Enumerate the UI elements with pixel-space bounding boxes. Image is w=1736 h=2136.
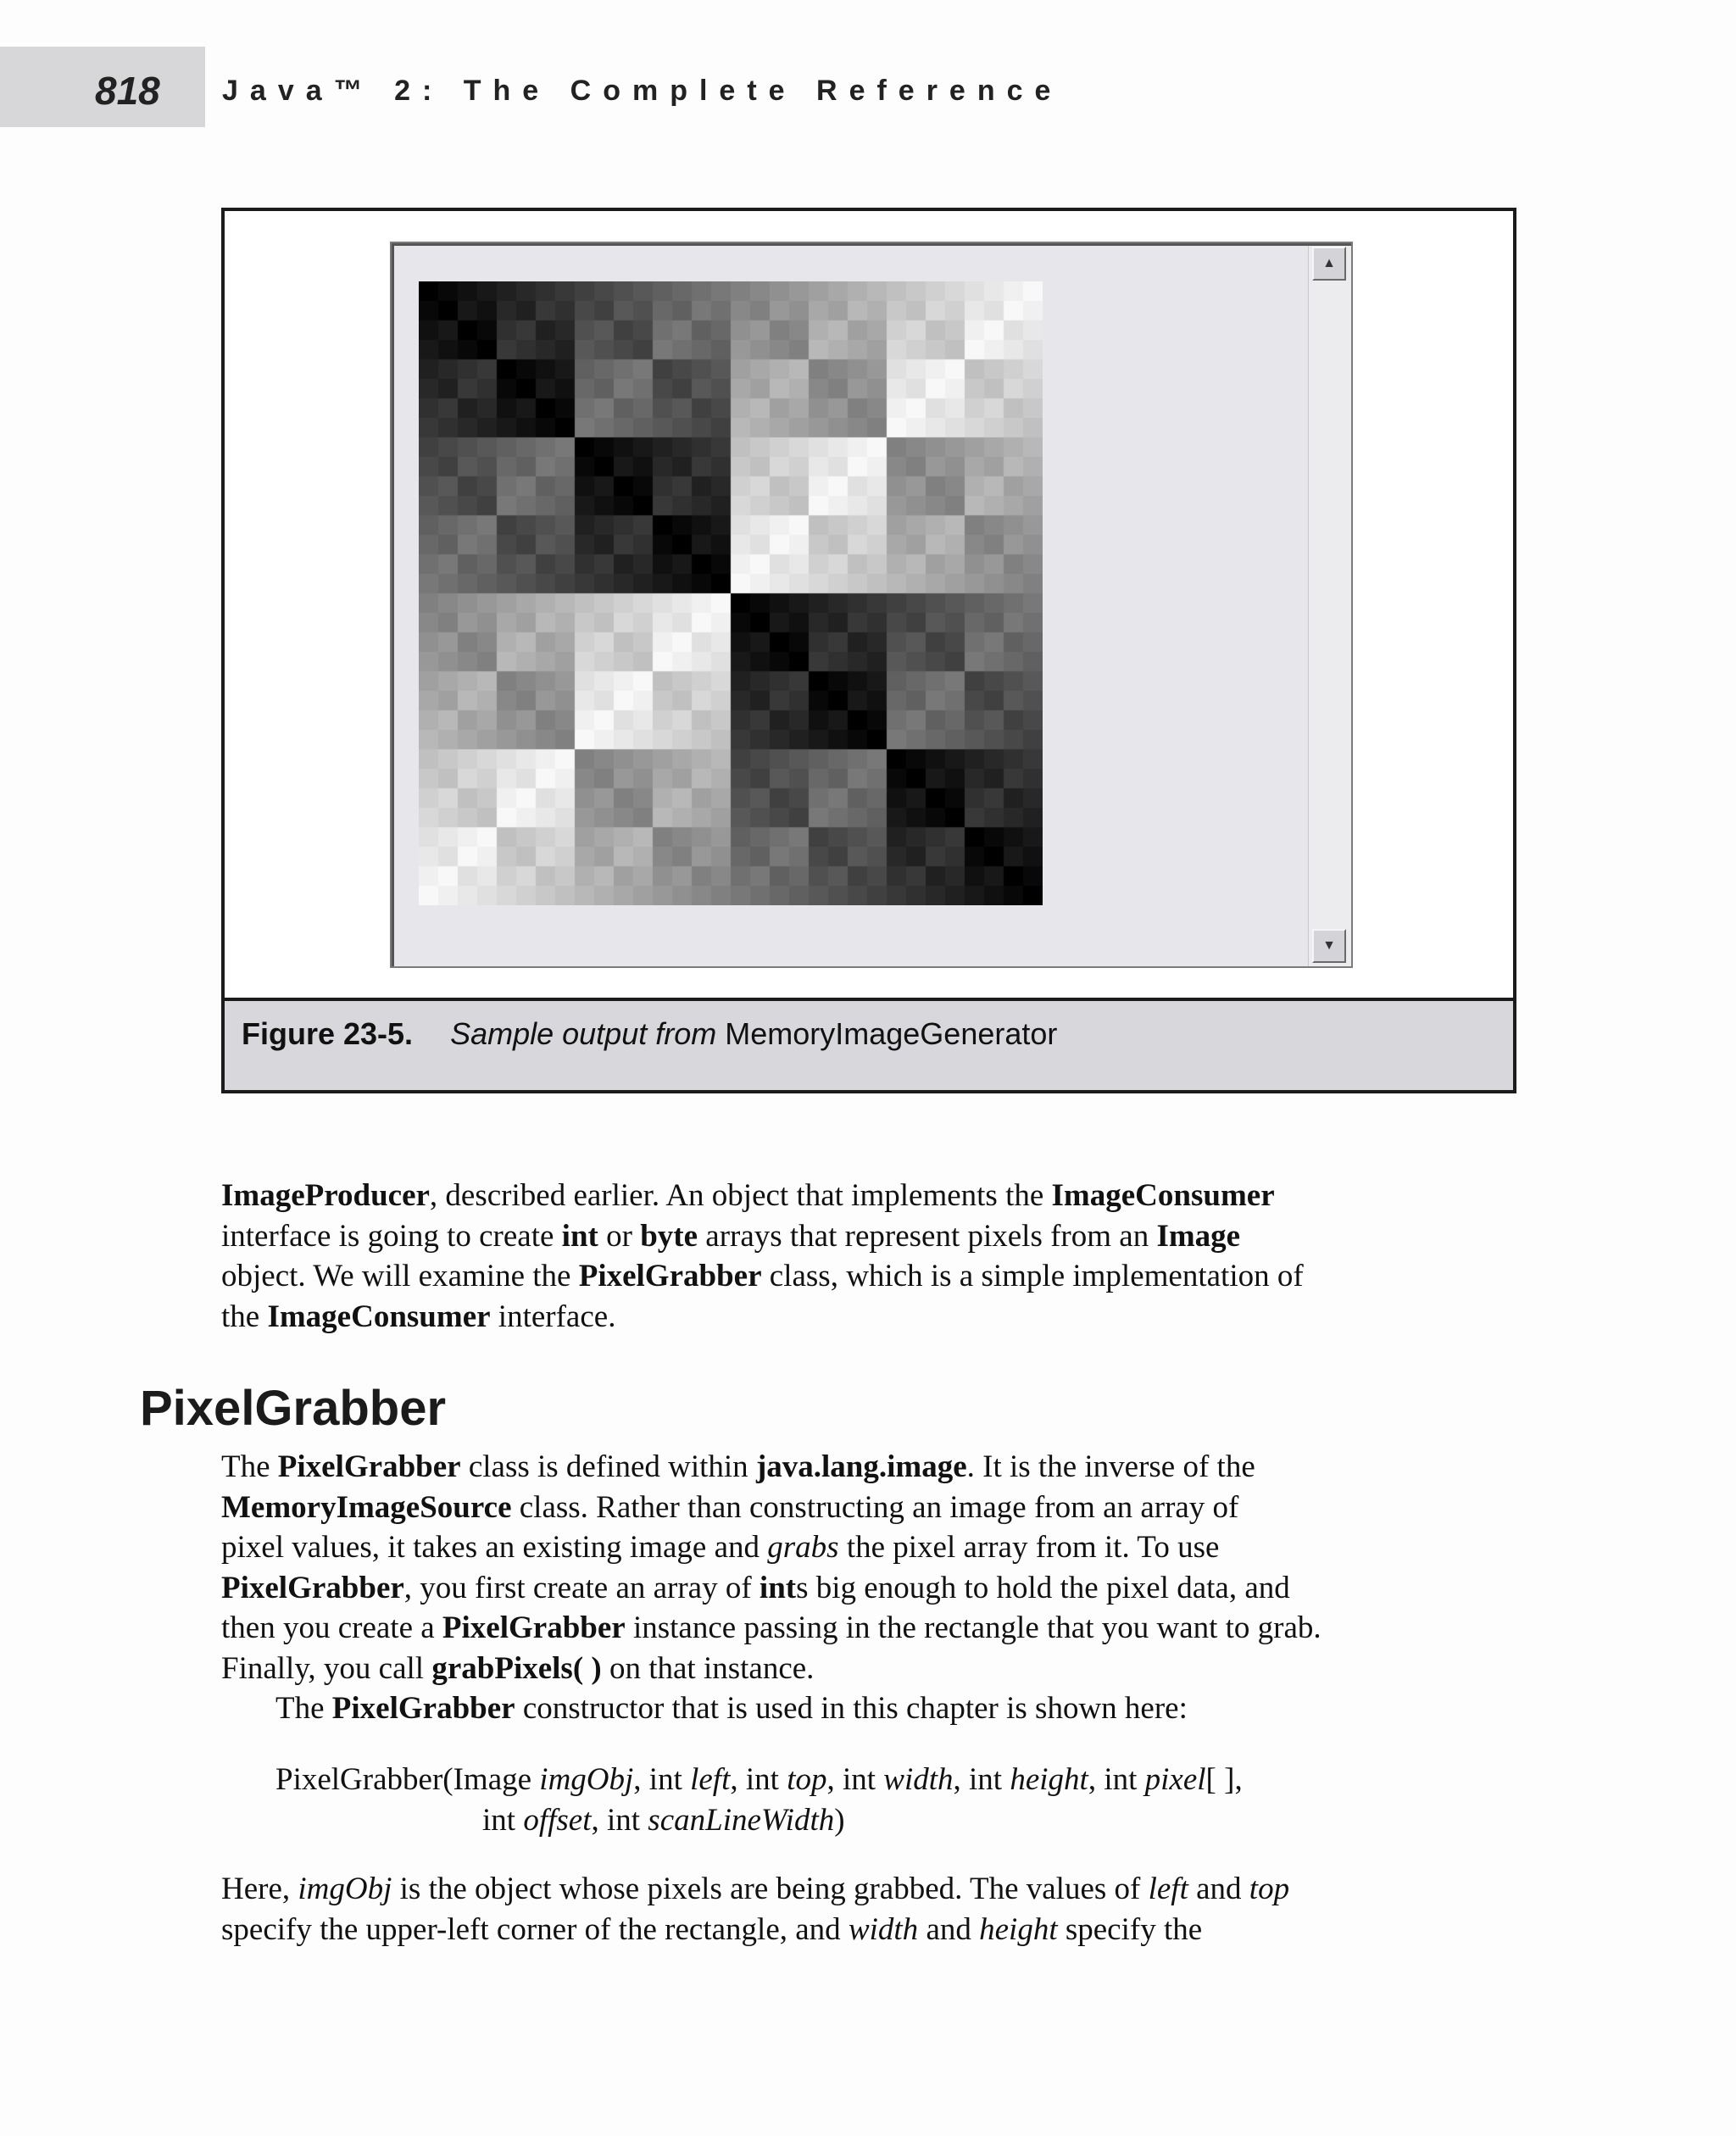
caption-area: [225, 1001, 1513, 1090]
figure-label: Figure 23-5.: [242, 1016, 414, 1051]
text-line: Here, imgObj is the object whose pixels are being grabbed. The values of left and top: [221, 1872, 1290, 1906]
caption-italic: Sample output from: [450, 1016, 717, 1051]
text-line: specify the upper-left corner of the rectangle, and width and height specify the: [221, 1911, 1203, 1947]
text-line: then you create a PixelGrabber instance passing in the rectangle that you want to grab.: [221, 1610, 1321, 1645]
text-line: Finally, you call grabPixels( ) on that instance.: [221, 1650, 815, 1686]
applet-window: [390, 242, 1353, 968]
paragraph-pixelgrabber-intro: [221, 1447, 1321, 1688]
code-line-2: int offset, int scanLineWidth): [482, 1802, 845, 1838]
scroll-up-arrow-icon[interactable]: ▲: [1312, 247, 1346, 281]
text-line: ImageProducer, described earlier. An object that implements the ImageConsumer: [221, 1178, 1275, 1213]
scroll-down-arrow-icon[interactable]: ▼: [1312, 929, 1346, 963]
paragraph-constructor-intro: [275, 1688, 1188, 1729]
text-line: the ImageConsumer interface.: [221, 1299, 616, 1334]
code-line-1: PixelGrabber(Image imgObj, int left, int top, int width, int height, int pixel[ ],: [275, 1762, 1243, 1797]
text-line: The PixelGrabber class is defined within java.lang.image. It is the inverse of the: [221, 1449, 1255, 1484]
vertical-scrollbar[interactable]: [1308, 243, 1351, 966]
text-line: MemoryImageSource class. Rather than constructing an image from an array of: [221, 1489, 1239, 1525]
code-constructor-signature: [275, 1760, 1243, 1840]
figure-frame: [221, 208, 1516, 1093]
text-line: interface is going to create int or byte arrays that represent pixels from an Image: [221, 1218, 1241, 1254]
paragraph-parameters: [221, 1869, 1289, 1950]
figure-caption: [242, 1016, 1057, 1052]
text-line: object. We will examine the PixelGrabber class, which is a simple implementation of: [221, 1259, 1304, 1293]
caption-class-name: MemoryImageGenerator: [725, 1016, 1058, 1051]
text-line: PixelGrabber, you first create an array of ints big enough to hold the pixel data, and: [221, 1570, 1290, 1605]
text-line: The PixelGrabber constructor that is used in this chapter is shown here:: [275, 1691, 1188, 1726]
paragraph-image-consumer: [221, 1176, 1304, 1337]
section-heading-pixelgrabber: PixelGrabber: [140, 1381, 447, 1436]
memory-image-pattern: [419, 281, 1043, 905]
page-number: 818: [95, 69, 160, 113]
running-title: Java™ 2: The Complete Reference: [222, 75, 1063, 107]
text-line: pixel values, it takes an existing image and grabs the pixel array from it. To use: [221, 1530, 1220, 1565]
